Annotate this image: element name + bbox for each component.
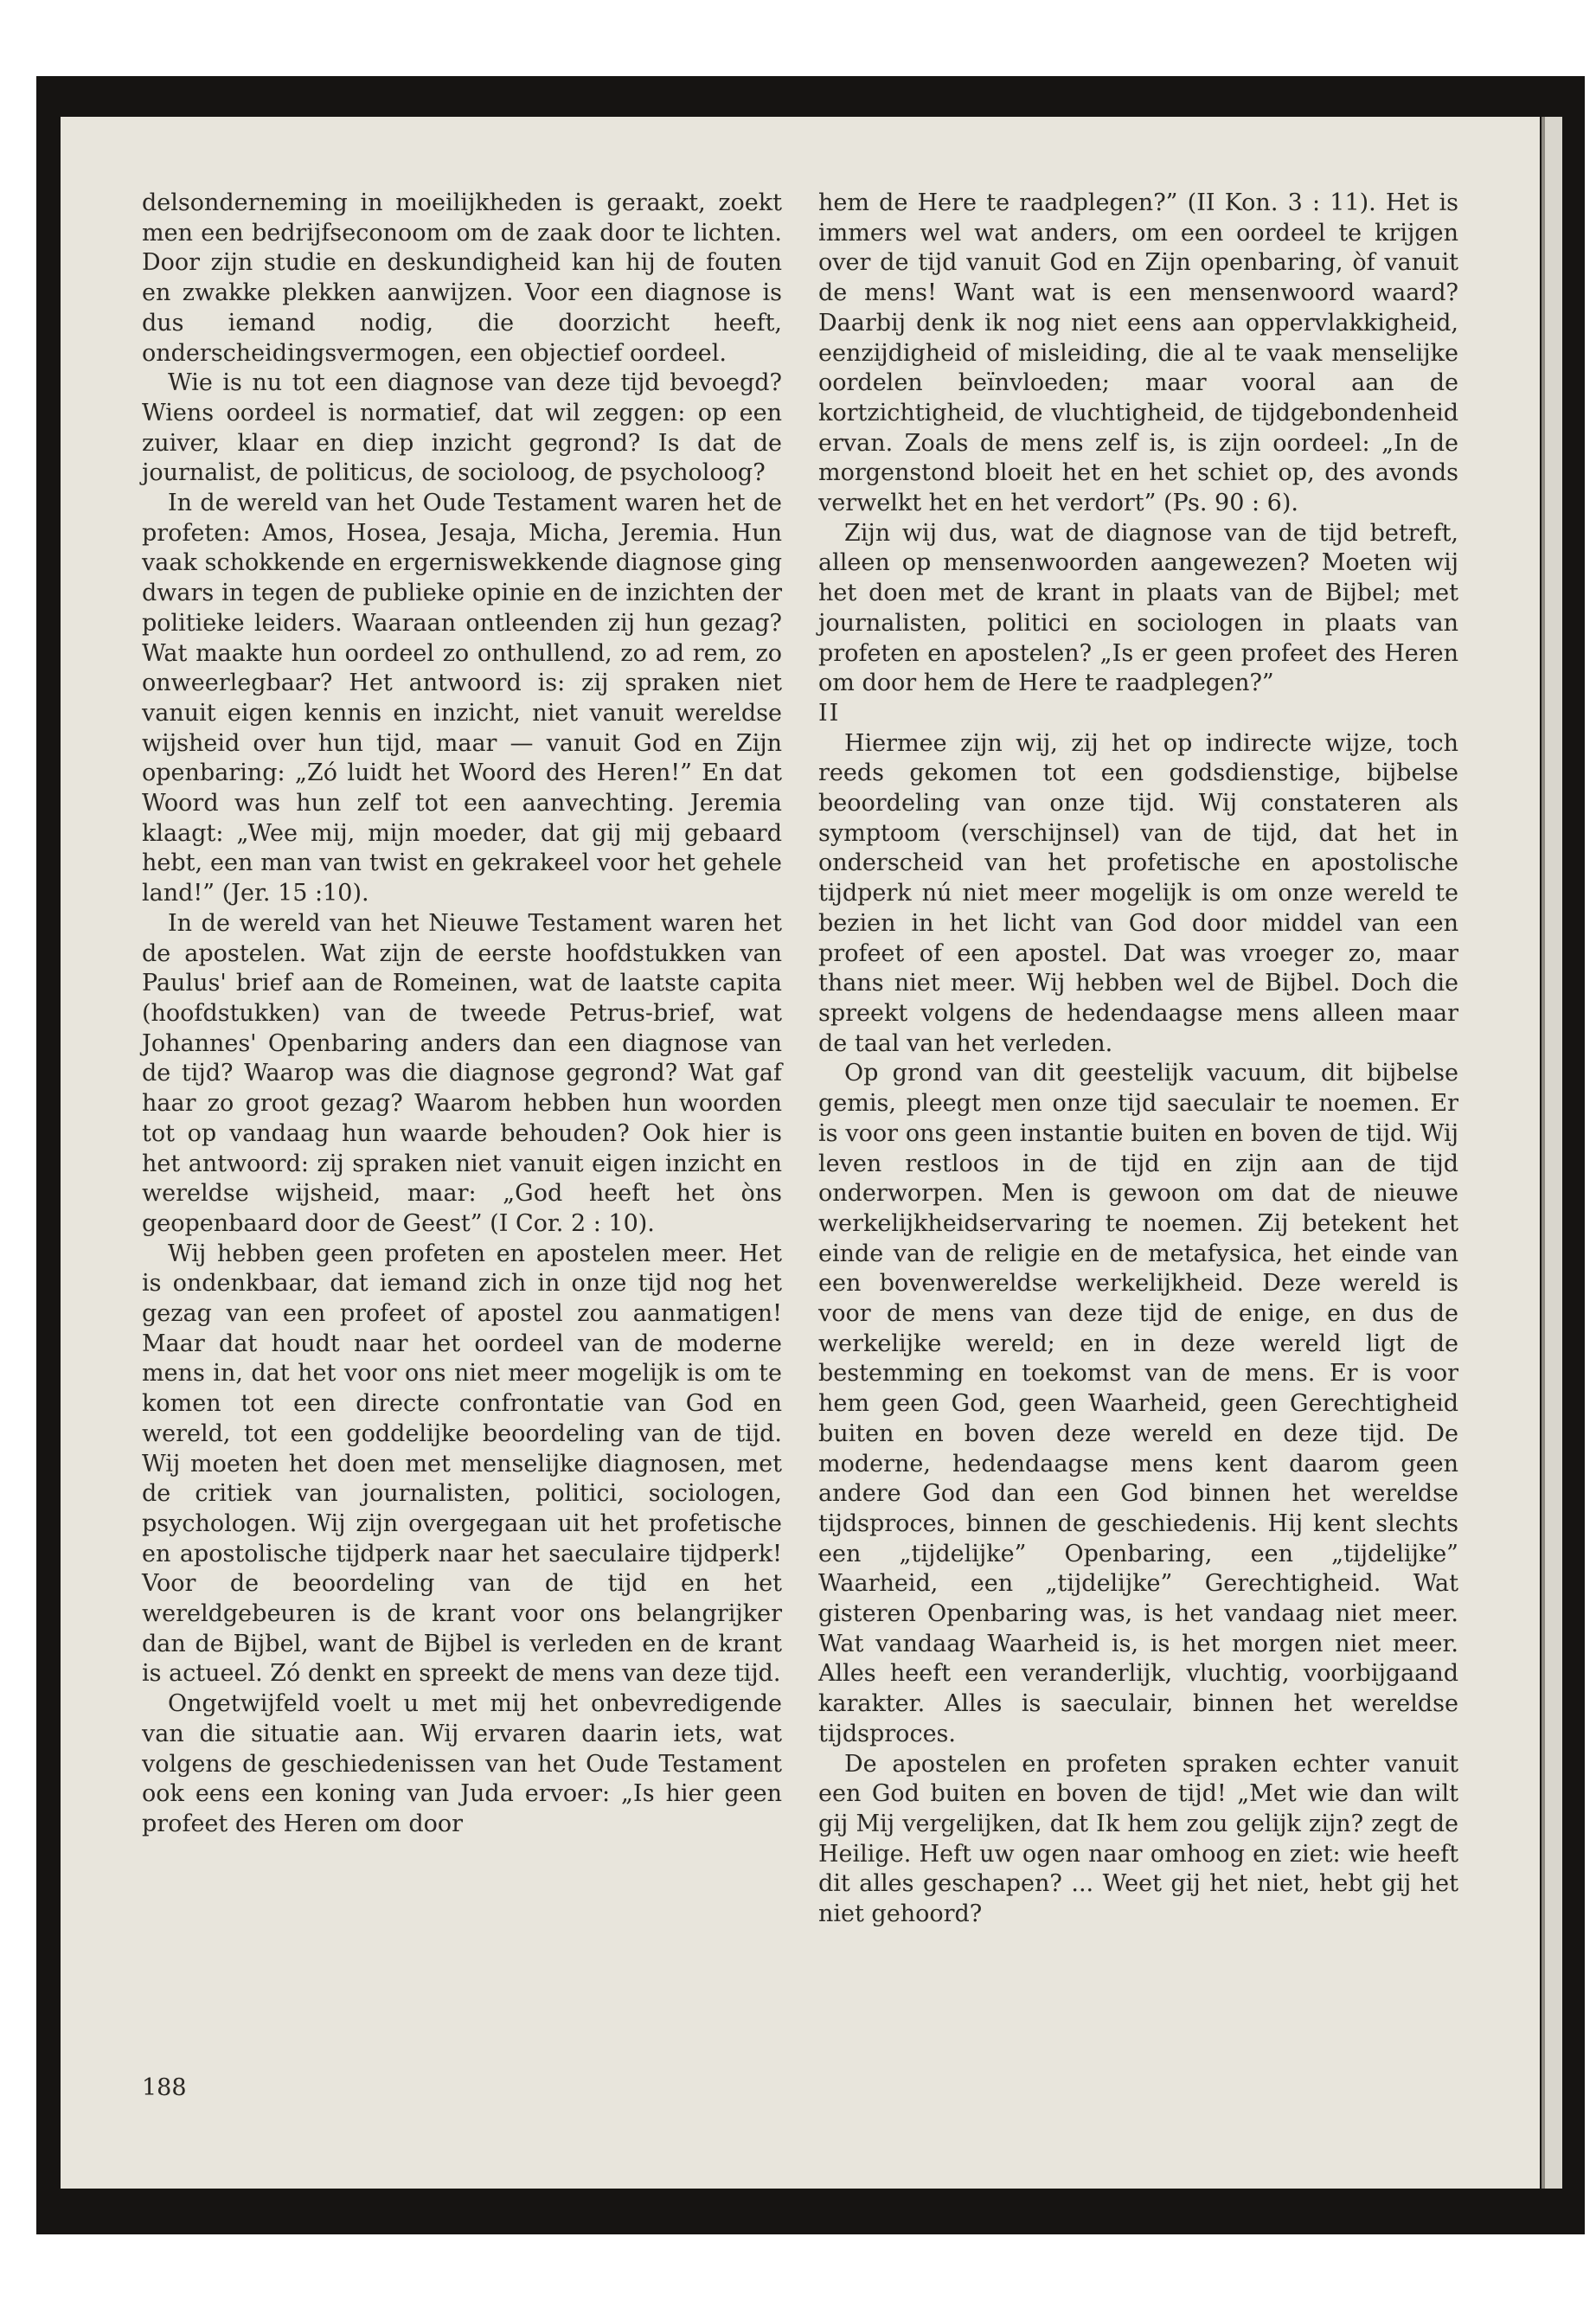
paragraph: Op grond van dit geestelijk vacuum, dit bijbelse gemis, pleegt men onze tijd saeculair te noemen. Er is voor ons geen instantie buiten en boven de tijd. Wij leven restloos in de tijd en zijn aan de tijd onderworpen. Men is gewoon om dat de nieuwe werkelijkheidservaring te noemen. Zij betekent het einde van de religie en de metafysica, het einde van een bovenwereldse werkelijkheid. Deze wereld is voor de mens van deze tijd de enige, en dus de werkelijke wereld; en in deze wereld ligt de bestemming en toekomst van de mens. Er is voor hem geen God, geen Waarheid, geen Gerechtigheid buiten en boven deze wereld en deze tijd. De moderne, hedendaagse mens kent daarom geen andere God dan een God binnen het wereldse tijdsproces, binnen de geschiedenis. Hij kent slechts een „tijdelijke” Openbaring, een „tijdelijke” Waarheid, een „tijdelijke” Gerechtigheid. Wat gisteren Openbaring was, is het vandaag niet meer. Wat vandaag Waarheid is, is het morgen niet meer. Alles heeft een veranderlijk, vluchtig, voorbijgaand karakter. Alles is saeculair, binnen het wereldse tijdsproces. bbox=[818, 1060, 1458, 1747]
paragraph: Wij hebben geen profeten en apostelen meer. Het is ondenkbaar, dat iemand zich in onze tijd nog het gezag van een profeet of apostel zou aanmatigen! Maar dat houdt naar het oordeel van de moderne mens in, dat het voor ons niet meer mogelijk is om te komen tot een directe confrontatie van God en wereld, tot een goddelijke beoordeling van de tijd. Wij moeten het doen met menselijke diagnosen, met de critiek van journalisten, politici, sociologen, psychologen. Wij zijn overgegaan uit het profetische en apostolische tijdperk naar het saeculaire tijdperk! Voor de beoordeling van de tijd en het wereldgebeuren is de krant voor ons belangrijker dan de Bijbel, want de Bijbel is verleden en de krant is actueel. Zó denkt en spreekt de mens van deze tijd. bbox=[142, 1240, 782, 1688]
paragraph: Hiermee zijn wij, zij het op indirecte wijze, toch reeds gekomen tot een godsdienstige, bijbelse beoordeling van onze tijd. Wij constateren als symptoom (verschijnsel) van de tijd, dat het in onderscheid van het profetische en apostolische tijdperk nú niet meer mogelijk is om onze wereld te bezien in het licht van God door middel van een profeet of een apostel. Dat was vroeger zo, maar thans niet meer. Wij hebben wel de Bijbel. Doch die spreekt volgens de hedendaagse mens alleen maar de taal van het verleden. bbox=[818, 729, 1458, 1057]
paragraph: delsonderneming in moeilijkheden is geraakt, zoekt men een bedrijfseconoom om de zaak door te lichten. Door zijn studie en deskundigheid kan hij de fouten en zwakke plekken aanwijzen. Voor een diagnose is dus iemand nodig, die doorzicht heeft, onderscheidingsvermogen, een objectief oordeel. bbox=[142, 189, 782, 367]
paragraph: Wie is nu tot een diagnose van deze tijd bevoegd? Wiens oordeel is normatief, dat wil zeggen: op een zuiver, klaar en diep inzicht gegrond? Is dat de journalist, de politicus, de socioloog, de psycholoog? bbox=[142, 369, 782, 487]
paragraph: hem de Here te raadplegen?” (II Kon. 3 : 11). Het is immers wel wat anders, om een oordeel te krijgen over de tijd vanuit God en Zijn openbaring, òf vanuit de mens! Want wat is een mensenwoord waard? Daarbij denk ik nog niet eens aan oppervlakkigheid, eenzijdigheid of misleiding, die al te vaak menselijke oordelen beïnvloeden; maar vooral aan de kortzichtigheid, de vluchtigheid, de tijdgebondenheid ervan. Zoals de mens zelf is, is zijn oordeel: „In de morgenstond bloeit het en het schiet op, des avonds verwelkt het en het verdort” (Ps. 90 : 6). bbox=[818, 189, 1458, 517]
page-number: 188 bbox=[142, 2074, 187, 2101]
left-text-column bbox=[142, 189, 782, 1840]
paragraph: In de wereld van het Oude Testament waren het de profeten: Amos, Hosea, Jesaja, Micha, Jeremia. Hun vaak schokkende en ergerniswekkende diagnose ging dwars in tegen de publieke opinie en de inzichten der politieke leiders. Waaraan ontleenden zij hun gezag? Wat maakte hun oordeel zo onthullend, zo ad rem, zo onweerlegbaar? Het antwoord is: zij spraken niet vanuit eigen kennis en inzicht, niet vanuit wereldse wijsheid over hun tijd, maar — vanuit God en Zijn openbaring: „Zó luidt het Woord des Heren!” En dat Woord was hun zelf tot een aanvechting. Jeremia klaagt: „Wee mij, mijn moeder, dat gij mij gebaard hebt, een man van twist en gekrakeel voor het gehele land!” (Jer. 15 :10). bbox=[142, 490, 782, 907]
paragraph: Ongetwijfeld voelt u met mij het onbevredigende van die situatie aan. Wij ervaren daarin iets, wat volgens de geschiedenissen van het Oude Testament ook eens een koning van Juda ervoer: „Is hier geen profeet des Heren om door bbox=[142, 1690, 782, 1837]
right-text-column bbox=[818, 189, 1458, 1930]
section-numeral: II bbox=[818, 699, 841, 727]
next-page-edge bbox=[1545, 117, 1562, 2189]
paragraph: De apostelen en profeten spraken echter vanuit een God buiten en boven de tijd! „Met wie dan wilt gij Mij vergelijken, dat Ik hem zou gelijk zijn? zegt de Heilige. Heft uw ogen naar omhoog en ziet: wie heeft dit alles geschapen? ... Weet gij het niet, hebt gij het niet gehoord? bbox=[818, 1750, 1458, 1928]
paragraph: In de wereld van het Nieuwe Testament waren het de apostelen. Wat zijn de eerste hoofdstukken van Paulus' brief aan de Romeinen, wat de laatste capita (hoofdstukken) van de tweede Petrus-brief, wat Johannes' Openbaring anders dan een diagnose van de tijd? Waarop was die diagnose gegrond? Wat gaf haar zo groot gezag? Waarom hebben hun woorden tot op vandaag hun waarde behouden? Ook hier is het antwoord: zij spraken niet vanuit eigen inzicht en wereldse wijsheid, maar: „God heeft het òns geopenbaard door de Geest” (I Cor. 2 : 10). bbox=[142, 909, 782, 1237]
paragraph: Zijn wij dus, wat de diagnose van de tijd betreft, alleen op mensenwoorden aangewezen? Moeten wij het doen met de krant in plaats van de Bijbel; met journalisten, politici en sociologen in plaats van profeten en apostelen? „Is er geen profeet des Heren om door hem de Here te raadplegen?” bbox=[818, 519, 1458, 697]
